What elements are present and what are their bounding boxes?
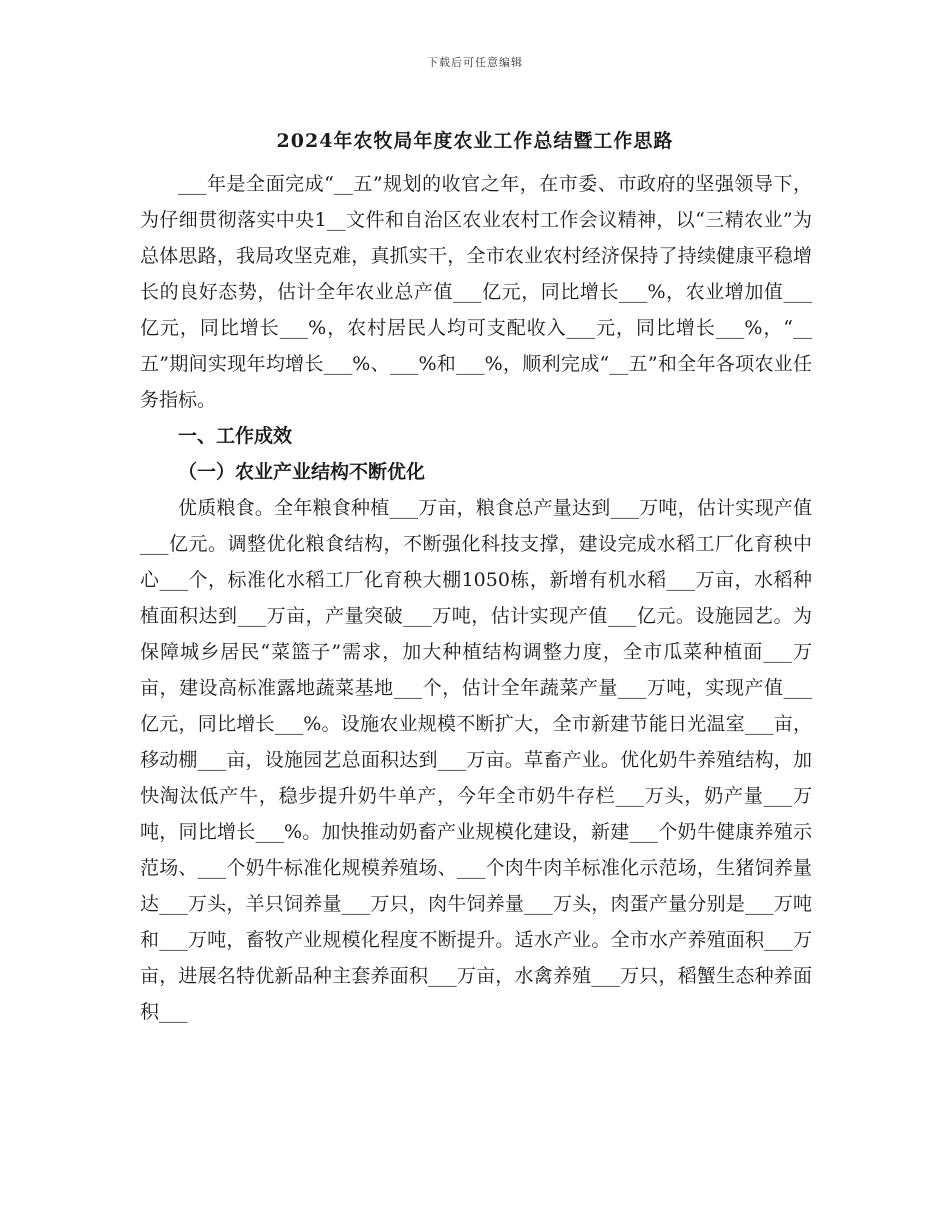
header-note: 下载后可任意编辑 <box>427 56 523 69</box>
subsection-paragraph: 优质粮食。全年粮食种植___万亩，粮食总产量达到___万吨，估计实现产值___亿元。调整优化粮食结构，不断强化科技支撑，建设完成水稻工厂化育秧中心___个，标准化水稻工厂化育秧大棚1050栋，新增有机水稻___万亩，水稻种植面积达到___万亩，产量突破___万吨，估计实现产值___亿元。设施园艺。为保障城乡居民“菜篮子”需求，加大种植结构调整力度，全市瓜菜种植面___万亩，建设高标准露地蔬菜基地___个，估计全年蔬菜产量___万吨，实现产值___亿元，同比增长___%。设施农业规模不断扩大，全市新建节能日光温室___亩，移动棚___亩，设施园艺总面积达到___万亩。草畜产业。优化奶牛养殖结构，加快淘汰低产牛，稳步提升奶牛单产，今年全市奶牛存栏___万头，奶产量___万吨，同比增长___%。加快推动奶畜产业规模化建设，新建___个奶牛健康养殖示范场、___个奶牛标准化规模养殖场、___个肉牛肉羊标准化示范场，生猪饲养量达___万头，羊只饲养量___万只，肉牛饲养量___万头，肉蛋产量分别是___万吨和___万吨，畜牧产业规模化程度不断提升。适水产业。全市水产养殖面积___万亩，进展名特优新品种主套养面积___万亩，水禽养殖___万只，稻蟹生态种养面积___ <box>140 497 812 1023</box>
document-title: 2024年农牧局年度农业工作总结暨工作思路 <box>276 130 674 152</box>
subsection-heading-structure: （一）农业产业结构不断优化 <box>178 461 426 483</box>
intro-paragraph: ___年是全面完成“__五”规划的收官之年，在市委、市政府的坚强领导下，为仔细贯彻落实中央1__文件和自治区农业农村工作会议精神，以“三精农业”为总体思路，我局攻坚克难，真抓实干，全市农业农村经济保持了持续健康平稳增长的良好态势，估计全年农业总产值___亿元，同比增长___%，农业增加值___亿元，同比增长___%，农村居民人均可支配收入___元，同比增长___%，“__五”期间实现年均增长___%、___%和___%，顺利完成“__五”和全年各项农业任务指标。 <box>140 173 812 411</box>
document-body <box>140 166 812 1030</box>
section-heading-achievements: 一、工作成效 <box>178 425 293 447</box>
